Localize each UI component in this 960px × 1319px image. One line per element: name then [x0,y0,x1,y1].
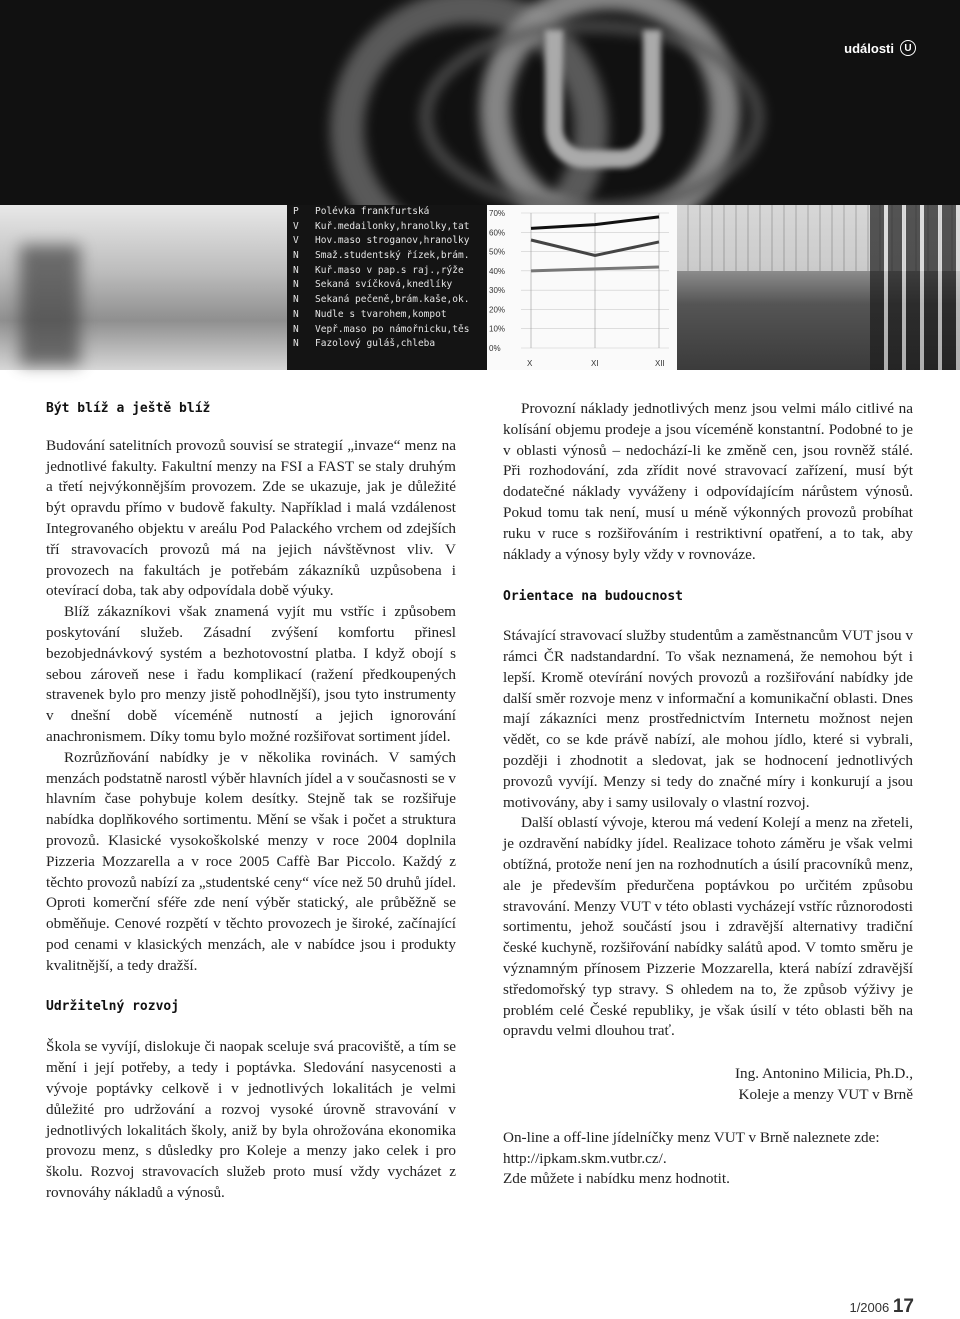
menu-item [287,220,487,235]
menu-item-dish: Smaž.studentský řízek,brám. [315,250,470,262]
chart-ytick-label: 10% [489,324,506,334]
menu-item [287,278,487,293]
menu-item-tag: P [293,206,299,217]
paragraph: Provozní náklady jednotlivých menz jsou velmi málo citlivé na kolísání objemu prodeje a jsou víceméně konstantní. Podobné to je v oblasti výnosů – nedochází-li ke změně cen, jsou rovněž stálé. Při rozhodování, zda zřídit nové stravovací zařízení, musí být dodatečné náklady vyváženy i odpovídajícím nárůstem výnosů. Pokud tomu tak není, musí u méně výkonných provozů probíhat ruku v ruce s rozšiřováním i restriktivní opatření, a to tak, aby náklady a výnosy byly vždy v rovnováze. [503,400,913,563]
chart-ytick-label: 0% [489,344,501,353]
menu-item-dish: Vepř.maso po námořnicku,těs [315,323,470,335]
paragraph: Stávající stravovací služby studentům a zaměstnancům VUT jsou v rámci ČR nadstandardní. To však neznamená, že nemohou být i lepší. Kromě otevírání nových provozů a rozšiřování nabídky jde další směr rozvoje menz v informační a komunikační oblasti. Dnes mají zákazníci menz prostřednictvím Internetu možnost nejen vědět, co se kde právě nabízí, ale mohou jídlo, které si vybrali, později i zhodnotit a sledovat, jak se hodnocení jednotlivých provozů vyvíjí. Menzy si tedy do značné míry i konkurují a jsou motivovány, aby i samy usilovaly o vlastní rozvoj. [503,627,913,811]
info-line: On-line a off-line jídelníčky menz VUT v Brně naleznete zde: [503,1128,880,1146]
menu-item-dish: Nudle s tvarohem,kompot [315,308,447,320]
paragraph: Rozrůzňování nabídky je v několika rovinách. V samých menzách podstatně narostl výběr hlavních jídel a v současnosti se v hlavním čase pohybuje kolem desítky. Stejně tak se rozšiřuje nabídka doplňkového sortimentu. Mění se však i počet a struktura provozů. Klasické vysokoškolské menzy v roce 2004 doplnila Pizzeria Mozzarella a v roce 2005 Caffè Bar Piccolo. Každý z těchto provozů nabízí za „studentské ceny“ více než 50 druhů jídel. Oproti komerční sféře zde není výběr statický, ale průběžně se obměňuje. Cenové rozpětí v těchto provozech je široké, začínající pod cenami v klasických menzách, ale v nabídce jsou i produkty kvalitnější, a tedy dražší. [46,748,456,974]
issue-label: 1/2006 [849,1300,890,1315]
menu-item [287,323,487,338]
menu-item-tag: N [293,250,299,262]
menu-board [287,205,487,370]
right-column [503,399,913,1190]
menu-item [287,293,487,308]
chart-ytick-label: 70% [489,209,506,218]
menu-item [287,234,487,249]
paragraph: Blíž zákazníkovi však znamená vyjít mu vstříc i způsobem poskytování služeb. Zásadní zvýšení komfortu přinesl bezobjednávkový systém a bezhotovostní platba. I když obojí s sebou zároveň nese i řadu komplikací (ražení předkoupených stravenek bylo pro menzy jistě pohodlnější), jsou tyto instrumenty v dnešní době víceméně nutností a jejich ignorování anachronismem. Díky tomu bylo možné rozšiřovat sortiment jídel. [46,603,456,745]
info-line: Zde můžete i nabídku menz hodnotit. [503,1170,730,1188]
chart-ytick-label: 20% [489,305,506,315]
menu-item-dish: Polévka frankfurtská [315,206,430,217]
menu-item-dish: Kuř.medailonky,hranolky,tat [315,220,470,232]
page-number [849,1296,914,1318]
menu-item [287,308,487,323]
paragraph: Budování satelitních provozů souvisí se strategií „invaze“ menz na jednotlivé fakulty. Fakultní menzy na FSI a FAST se staly druhým a třetí nejvýkonnějším provozem. Zde se ukazuje, jak je důležité být opravdu přímo v budově fakulty. Například i malá vzdálenost Integrovaného objektu v areálu Pod Palackého vrchem od zdejších tří stravovacích provozů má na jejich návštěvnost vliv. V provozech na fakultách je potřebám zákazníků uzpůsobena i otevírací doba, tak aby odpovídala době výuky. [46,436,456,600]
page-label: 17 [892,1296,914,1317]
menu-item-tag: N [293,338,299,350]
chart-ytick-label: 60% [489,228,506,238]
menu-item [287,249,487,264]
paragraph: Škola se vyvíjí, dislokuje či naopak sceluje svá pracoviště, a tím se mění i její potřeby, a tedy i poptávka. Sledování nasycenosti a vývoje poptávky celkově i v jednotlivých lokalitách je velmi důležité pro udržování a rozvoj vysoké úrovně stravování v jednotlivých lokalitách školy, aniž by byla ohrožována ekonomika provozu menz, s důsledky pro Koleje a menzy jako celek i pro školu. Rozvoj stravovacích služeb proto musí vždy vycházet z rovnováhy nákladů a výnosů. [46,1038,456,1201]
chart-ytick-label: 30% [489,286,506,296]
header-banner [0,0,960,205]
menu-item [287,337,487,352]
menu-item-dish: Sekaná svíčková,knedlíky [315,279,453,291]
chart-xtick-label: X [527,359,533,368]
menu-item-tag: N [293,308,299,320]
heading-byt-bliz: Být blíž a ještě blíž [46,401,211,416]
menu-item-dish: Hov.maso stroganov,hranolky [315,235,470,247]
menu-item [287,264,487,279]
logo-u-graphic [545,30,661,168]
menu-item-dish: Sekaná pečeně,brám.kaše,ok. [315,294,470,306]
chart-xtick-label: XII [655,359,665,368]
kitchen-photo [0,205,287,370]
dining-hall-photo [677,205,960,370]
menu-item-tag: N [293,294,299,306]
menu-item-tag: N [293,323,299,335]
section-label: události [844,40,894,56]
statistics-chart [487,205,677,370]
chart-ytick-label: 50% [489,247,506,257]
heading-udrzitelny-rozvoj: Udržitelný rozvoj [46,998,180,1014]
menu-item-tag: V [293,220,299,232]
menu-item-tag: N [293,264,299,276]
left-column [46,399,456,1204]
chart-ytick-label: 40% [489,266,506,276]
logo-u-icon: U [900,40,916,56]
signature-org: Koleje a menzy VUT v Brně [738,1085,913,1103]
menu-item-tag: N [293,279,299,291]
menu-item-dish: Fazolový guláš,chleba [315,338,436,350]
info-link[interactable]: http://ipkam.skm.vutbr.cz/. [503,1149,667,1167]
photo-strip [0,205,960,370]
menu-item-tag: V [293,235,299,247]
chart-series-line [531,267,659,271]
chart-xtick-label: XI [591,359,599,368]
heading-orientace: Orientace na budoucnost [503,589,684,605]
section-brand [844,40,916,56]
menu-item-dish: Kuř.maso v pap.s raj.,rýže [315,264,464,276]
menu-item [287,205,487,220]
chart-svg [487,205,677,370]
paragraph: Další oblastí vývoje, kterou má vedení Kolejí a menz na zřeteli, je ozdravění nabídky jídel. Realizace tohoto záměru je však velmi obtížná, protože není jen na rozhodnutích a úsilí pracovníků menz, ale je především předurčena poptávkou po určitém způsobu stravování. Menzy VUT v této oblasti vycházejí vstříc různorodosti sortimentu, jehož součástí jsou i zdravější alternativy tradiční české kuchyně, rozšiřování nabídky salátů apod. V tomto směru je významným přínosem Pizzerie Mozzarella, která nabízí zdravější středomořský typ stravy. S ohledem na to, že způsob výživy je problém celé České republiky, je však úsilí v této oblasti běh na opravdu velmi dlouhou trať. [503,814,913,1040]
signature-name: Ing. Antonino Milicia, Ph.D., [734,1065,913,1083]
